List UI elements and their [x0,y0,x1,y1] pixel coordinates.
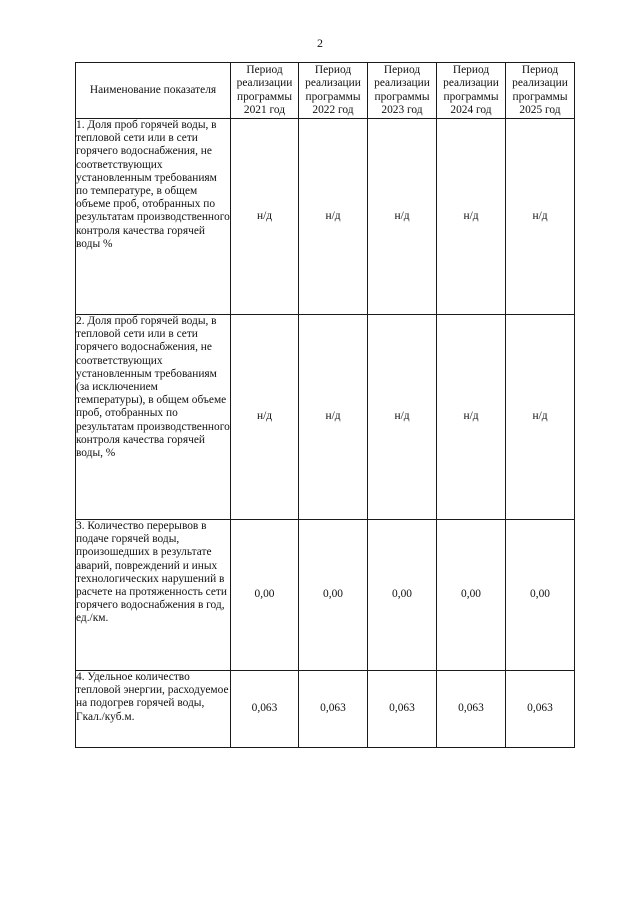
table-row [76,671,575,748]
table-row [76,520,575,671]
value-2022: н/д [299,119,368,315]
value-2023: 0,00 [368,520,437,671]
value-2025: 0,063 [506,671,575,748]
value-2022: 0,063 [299,671,368,748]
page-number: 2 [317,36,323,50]
value-2024: 0,00 [437,520,506,671]
header-period-2021: Период реализации программы 2021 год [231,63,299,119]
indicator-name: 2. Доля проб горячей воды, в тепловой сети или в сети горячего водоснабжения, не соответствующих установленным требованиям (за исключением температуры), в общем объеме проб, отобранных по результатам производственного контроля качества горячей воды, % [76,315,231,520]
value-2021: н/д [231,315,299,520]
value-2025: н/д [506,315,575,520]
header-period-2024: Период реализации программы 2024 год [437,63,506,119]
indicator-name: 3. Количество перерывов в подаче горячей воды, произошедших в результате аварий, повреждений и иных технологических нарушений в расчете на протяженность сети горячего водоснабжения в год, ед./км. [76,520,231,671]
value-2023: н/д [368,119,437,315]
value-2024: 0,063 [437,671,506,748]
header-period-2025: Период реализации программы 2025 год [506,63,575,119]
value-2023: 0,063 [368,671,437,748]
header-period-2023: Период реализации программы 2023 год [368,63,437,119]
value-2021: н/д [231,119,299,315]
table-header-row [76,63,575,119]
table-row [76,315,575,520]
value-2022: 0,00 [299,520,368,671]
header-indicator-name: Наименование показателя [76,63,231,119]
indicators-table [75,62,575,748]
value-2021: 0,063 [231,671,299,748]
indicator-name: 4. Удельное количество тепловой энергии, расходуемое на подогрев горячей воды, Гкал./куб.м. [76,671,231,748]
value-2021: 0,00 [231,520,299,671]
table-row [76,119,575,315]
value-2024: н/д [437,119,506,315]
value-2022: н/д [299,315,368,520]
value-2024: н/д [437,315,506,520]
value-2025: 0,00 [506,520,575,671]
indicator-name: 1. Доля проб горячей воды, в тепловой сети или в сети горячего водоснабжения, не соответствующих установленным требованиям по температуре, в общем объеме проб, отобранных по результатам производственного контроля качества горячей воды % [76,119,231,315]
value-2025: н/д [506,119,575,315]
header-period-2022: Период реализации программы 2022 год [299,63,368,119]
value-2023: н/д [368,315,437,520]
